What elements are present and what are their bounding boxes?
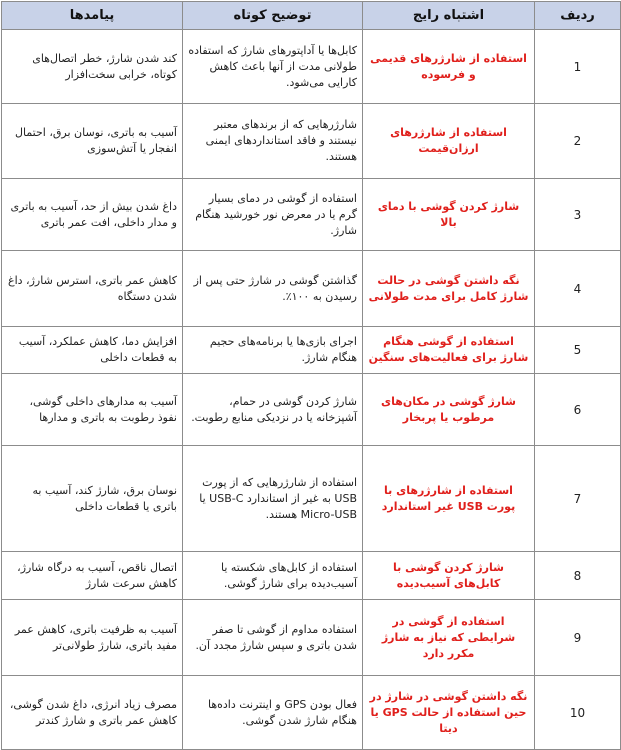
row-number: 8 [535, 552, 621, 600]
row-number: 6 [535, 374, 621, 446]
row-number: 10 [535, 676, 621, 750]
consequences-cell: آسیب به مدارهای داخلی گوشی، نفوذ رطوبت به باتری و مدارها [2, 374, 183, 446]
consequences-cell: داغ شدن بیش از حد، آسیب به باتری و مدار داخلی، افت عمر باتری [2, 179, 183, 251]
mistake-cell: استفاده از گوشی در شرایطی که نیاز به شارژ مکرر دارد [363, 600, 535, 676]
mistake-cell: شارژ کردن گوشی با کابل‌های آسیب‌دیده [363, 552, 535, 600]
header-description: توضیح کوتاه [183, 2, 363, 30]
description-cell: اجرای بازی‌ها یا برنامه‌های حجیم هنگام شارژ. [183, 327, 363, 374]
header-consequences: پیامدها [2, 2, 183, 30]
mistake-cell: استفاده از گوشی هنگام شارژ برای فعالیت‌های سنگین [363, 327, 535, 374]
consequences-cell: کاهش عمر باتری، استرس شارژ، داغ شدن دستگاه [2, 251, 183, 327]
consequences-cell: کند شدن شارژ، خطر اتصال‌های کوتاه، خرابی سخت‌افزار [2, 30, 183, 104]
row-number: 1 [535, 30, 621, 104]
consequences-cell: مصرف زیاد انرژی، داغ شدن گوشی، کاهش عمر باتری و شارژ کندتر [2, 676, 183, 750]
table-row [2, 600, 621, 676]
mistake-cell: استفاده از شارژرهای قدیمی و فرسوده [363, 30, 535, 104]
consequences-cell: افزایش دما، کاهش عملکرد، آسیب به قطعات داخلی [2, 327, 183, 374]
table-row [2, 327, 621, 374]
table-row [2, 676, 621, 750]
description-cell: استفاده از شارژرهایی که از پورت USB به غیر از استاندارد USB-C یا Micro-USB هستند. [183, 446, 363, 552]
charging-mistakes-table [1, 1, 621, 750]
table-row [2, 446, 621, 552]
table-header-row [2, 2, 621, 30]
row-number: 9 [535, 600, 621, 676]
row-number: 4 [535, 251, 621, 327]
description-cell: شارژرهایی که از برندهای معتبر نیستند و فاقد استانداردهای ایمنی هستند. [183, 104, 363, 179]
mistake-cell: استفاده از شارژرهای ارزان‌قیمت [363, 104, 535, 179]
description-cell: فعال بودن GPS و اینترنت داده‌ها هنگام شارژ شدن گوشی. [183, 676, 363, 750]
mistake-cell: شارژ گوشی در مکان‌های مرطوب یا پربخار [363, 374, 535, 446]
mistake-cell: شارژ کردن گوشی با دمای بالا [363, 179, 535, 251]
consequences-cell: نوسان برق، شارژ کند، آسیب به باتری یا قطعات داخلی [2, 446, 183, 552]
mistake-cell: نگه داشتن گوشی در شارژ در حین استفاده از حالت GPS یا دیتا [363, 676, 535, 750]
mistake-cell: استفاده از شارژرهای با پورت USB غیر استاندارد [363, 446, 535, 552]
consequences-cell: اتصال ناقص، آسیب به درگاه شارژ، کاهش سرعت شارژ [2, 552, 183, 600]
row-number: 7 [535, 446, 621, 552]
table-row [2, 374, 621, 446]
row-number: 5 [535, 327, 621, 374]
table-row [2, 179, 621, 251]
table-row [2, 30, 621, 104]
description-cell: گذاشتن گوشی در شارژ حتی پس از رسیدن به ۱۰۰٪. [183, 251, 363, 327]
description-cell: شارژ کردن گوشی در حمام، آشپزخانه یا در نزدیکی منابع رطوبت. [183, 374, 363, 446]
consequences-cell: آسیب به باتری، نوسان برق، احتمال انفجار یا آتش‌سوزی [2, 104, 183, 179]
row-number: 2 [535, 104, 621, 179]
table-row [2, 251, 621, 327]
table-row [2, 552, 621, 600]
description-cell: استفاده از گوشی در دمای بسیار گرم یا در معرض نور خورشید هنگام شارژ. [183, 179, 363, 251]
description-cell: استفاده از کابل‌های شکسته یا آسیب‌دیده برای شارژ گوشی. [183, 552, 363, 600]
description-cell: کابل‌ها یا آداپتورهای شارژ که استفاده طولانی مدت از آنها باعث کاهش کارایی می‌شود. [183, 30, 363, 104]
consequences-cell: آسیب به ظرفیت باتری، کاهش عمر مفید باتری، شارژ طولانی‌تر [2, 600, 183, 676]
description-cell: استفاده مداوم از گوشی تا صفر شدن باتری و سپس شارژ مجدد آن. [183, 600, 363, 676]
header-mistake: اشتباه رایج [363, 2, 535, 30]
table-row [2, 104, 621, 179]
header-row-number: ردیف [535, 2, 621, 30]
row-number: 3 [535, 179, 621, 251]
mistake-cell: نگه داشتن گوشی در حالت شارژ کامل برای مدت طولانی [363, 251, 535, 327]
